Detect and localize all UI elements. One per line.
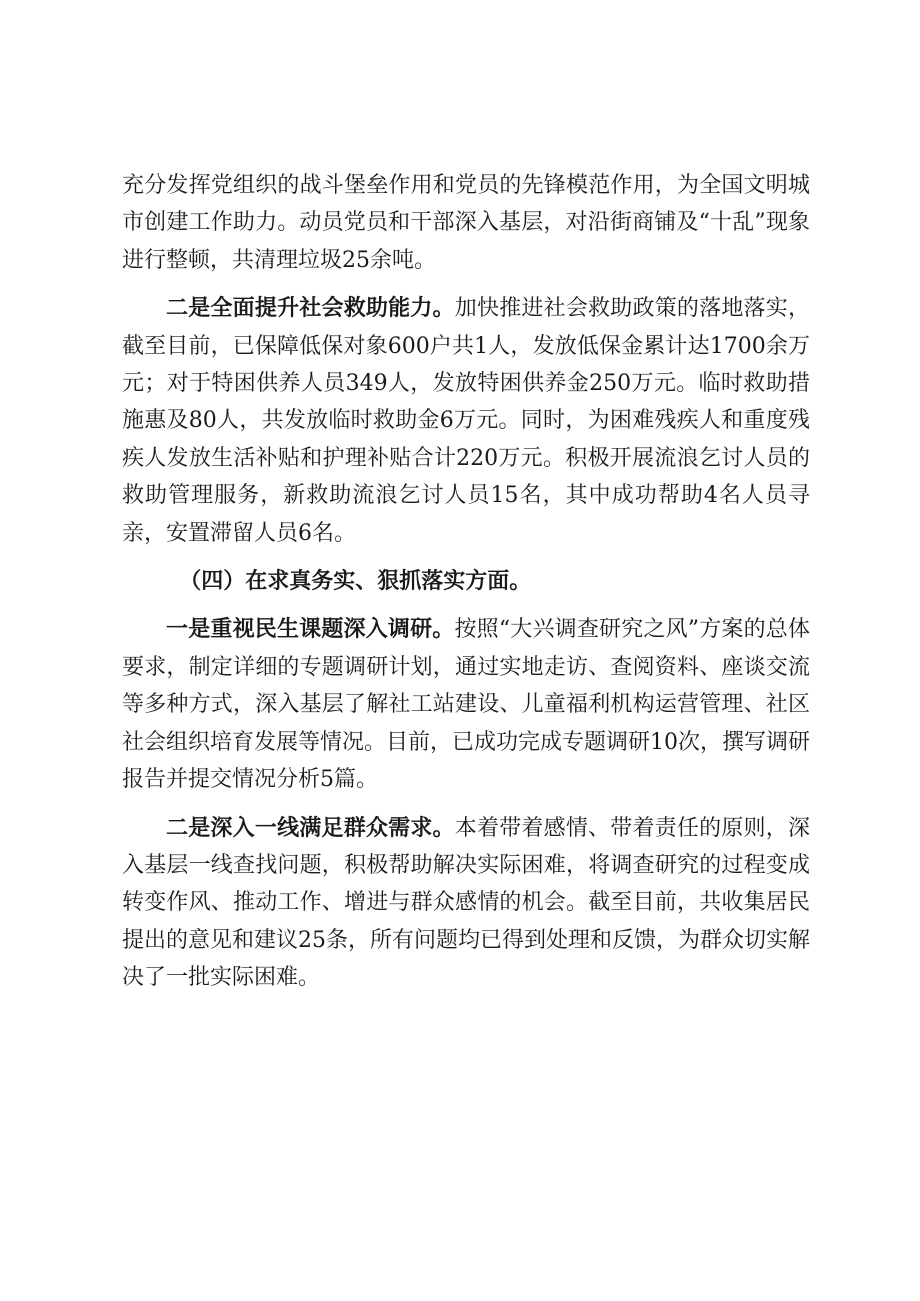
paragraph-text: 本着带着感情、带着责任的原则，深入基层一线查找问题，积极帮助解决实际困难，将调查研究的过程变成转变作风、推动工作、增进与群众感情的机会。截至目前，共收集居民提出的意见和建议25条，所有问题均已得到处理和反馈，为群众切实解决了一批实际困难。 — [122, 815, 810, 991]
paragraph-text: 按照“大兴调查研究之风”方案的总体要求，制定详细的专题调研计划，通过实地走访、查阅资料、座谈交流等多种方式，深入基层了解社工站建设、儿童福利机构运营管理、社区社会组织培育发展等情况。目前，已成功完成专题调研10次，撰写调研报告并提交情况分析5篇。 — [122, 617, 810, 793]
paragraph-text: 加快推进社会救助政策的落地落实，截至目前，已保障低保对象600户共1人，发放低保金累计达1700余万元；对于特困供养人员349人，发放特困供养金250万元。临时救助措施惠及80人，共发放临时救助金6万元。同时，为困难残疾人和重度残疾人发放生活补贴和护理补贴合计220万元。积极开展流浪乞讨人员的救助管理服务，新救助流浪乞讨人员15名，其中成功帮助4名人员寻亲，安置滞留人员6名。 — [122, 296, 810, 546]
paragraph-lead: 一是重视民生课题深入调研。 — [166, 616, 455, 643]
section-heading: （四）在求真务实、狠抓落实方面。 — [179, 568, 532, 595]
document-body — [122, 167, 810, 997]
paragraph-frontline — [122, 810, 810, 997]
paragraph-text: 充分发挥党组织的战斗堡垒作用和党员的先锋模范作用，为全国文明城市创建工作助力。动员党员和干部深入基层，对沿街商铺及“十乱”现象进行整顿，共清理垃圾25余吨。 — [122, 173, 810, 273]
paragraph-lead: 二是深入一线满足群众需求。 — [166, 814, 455, 841]
paragraph-social-assistance — [122, 290, 810, 552]
paragraph-lead: 二是全面提升社会救助能力。 — [166, 295, 455, 322]
paragraph-party-organization — [122, 167, 810, 279]
paragraph-research — [122, 611, 810, 798]
